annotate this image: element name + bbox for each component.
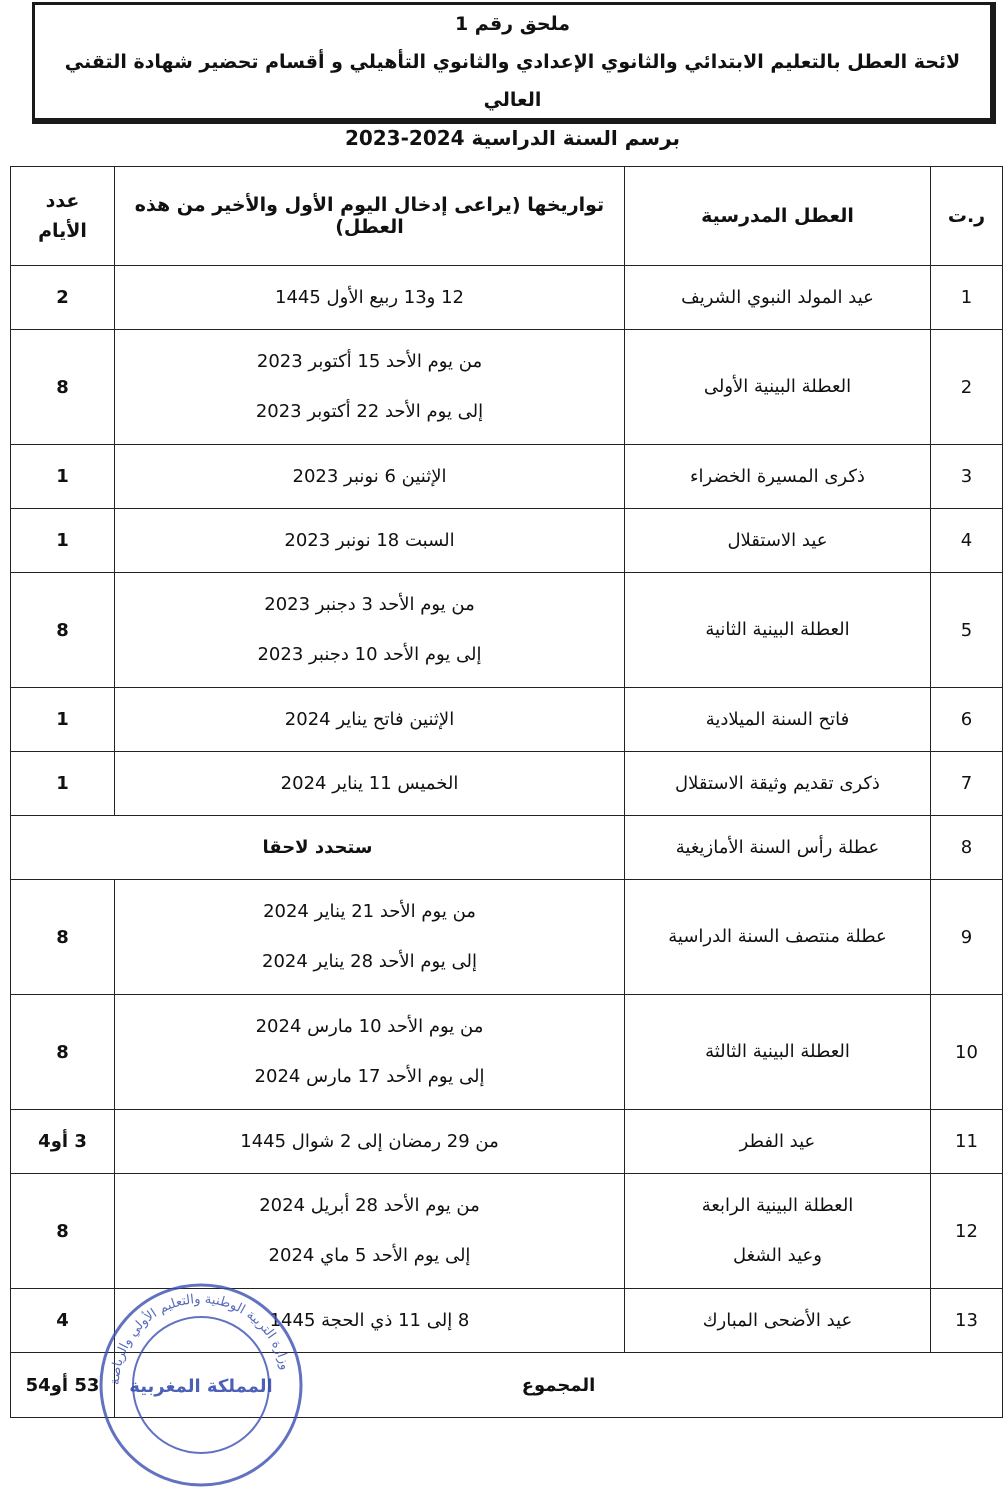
row-number: 3 xyxy=(931,445,1003,509)
date-start: من يوم الأحد 15 أكتوبر 2023 xyxy=(256,351,483,372)
days-count: 1 xyxy=(11,752,115,816)
stamp-center-text: المملكة المغربية xyxy=(129,1376,273,1397)
date-end: إلى يوم الأحد 28 يناير 2024 xyxy=(262,951,477,972)
holiday-name-line: العطلة البينية الأولى xyxy=(703,376,852,397)
days-count: 8 xyxy=(11,330,115,445)
days-count: 8 xyxy=(11,573,115,688)
date-start: الإثنين فاتح يناير 2024 xyxy=(284,708,455,730)
annex-number: ملحق رقم 1 xyxy=(454,13,571,35)
table-row xyxy=(11,995,1003,1110)
holiday-name xyxy=(625,1174,931,1289)
holiday-name xyxy=(625,509,931,573)
table-row xyxy=(11,688,1003,752)
days-count: 4 xyxy=(11,1289,115,1353)
holiday-name xyxy=(625,1289,931,1353)
holiday-name xyxy=(625,573,931,688)
header-days-line2: الأيام xyxy=(38,220,87,242)
total-value: 53 أو54 xyxy=(11,1353,115,1418)
total-row xyxy=(11,1353,1003,1418)
days-count: 8 xyxy=(11,1174,115,1289)
date-start: الخميس 11 يناير 2024 xyxy=(280,772,459,794)
holiday-dates xyxy=(115,688,625,752)
row-number: 2 xyxy=(931,330,1003,445)
holiday-name xyxy=(625,752,931,816)
row-number: 1 xyxy=(931,266,1003,330)
row-number: 5 xyxy=(931,573,1003,688)
date-start: من 29 رمضان إلى 2 شوال 1445 xyxy=(240,1130,499,1152)
days-count: 3 أو4 xyxy=(11,1110,115,1174)
table-row xyxy=(11,509,1003,573)
holiday-dates xyxy=(115,880,625,995)
table-row xyxy=(11,573,1003,688)
holiday-name xyxy=(625,880,931,995)
total-label: المجموع xyxy=(115,1353,1003,1418)
holiday-dates xyxy=(115,752,625,816)
header-days-line1: عدد xyxy=(45,190,80,212)
days-count: 8 xyxy=(11,995,115,1110)
row-number: 12 xyxy=(931,1174,1003,1289)
holiday-name-line: عيد الأضحى المبارك xyxy=(702,1309,853,1331)
table-row xyxy=(11,266,1003,330)
days-count: 1 xyxy=(11,445,115,509)
holiday-name-line: ذكرى المسيرة الخضراء xyxy=(690,465,865,487)
holiday-name xyxy=(625,816,931,880)
holiday-name xyxy=(625,330,931,445)
table-row xyxy=(11,752,1003,816)
holiday-name xyxy=(625,445,931,509)
school-year-subtitle: برسم السنة الدراسية 2024-2023 xyxy=(344,126,681,150)
days-count: 1 xyxy=(11,688,115,752)
holiday-dates xyxy=(115,1174,625,1289)
holiday-name-line: عيد الفطر xyxy=(739,1130,816,1152)
table-row xyxy=(11,1174,1003,1289)
annex-header-box xyxy=(32,2,996,150)
holiday-dates xyxy=(115,1110,625,1174)
holiday-name-line: عيد الاستقلال xyxy=(727,529,828,551)
header-num: ر.ت xyxy=(931,167,1003,266)
holiday-dates xyxy=(115,1289,625,1353)
stamp-ring-text: وزارة التربية الوطنية والتعليم الأولي والرياضة xyxy=(107,1291,293,1386)
table-row xyxy=(11,1289,1003,1353)
date-end: إلى يوم الأحد 22 أكتوبر 2023 xyxy=(255,401,484,422)
date-start: 8 إلى 11 ذي الحجة 1445 xyxy=(269,1309,470,1331)
holiday-name-line: العطلة البينية الثانية xyxy=(705,619,850,640)
row-number: 10 xyxy=(931,995,1003,1110)
date-end: إلى يوم الأحد 5 ماي 2024 xyxy=(268,1245,471,1266)
holiday-dates xyxy=(115,445,625,509)
table-row xyxy=(11,445,1003,509)
holiday-name-line: عيد المولد النبوي الشريف xyxy=(681,286,874,308)
table-header-row xyxy=(11,167,1003,266)
date-start: من يوم الأحد 10 مارس 2024 xyxy=(255,1016,484,1037)
row-number: 11 xyxy=(931,1110,1003,1174)
row-number: 13 xyxy=(931,1289,1003,1353)
holiday-dates xyxy=(115,330,625,445)
table-row xyxy=(11,816,1003,880)
holiday-name-line-2: وعيد الشغل xyxy=(733,1245,822,1266)
document-title: لائحة العطل بالتعليم الابتدائي والثانوي الإعدادي والثانوي التأهيلي و أقسام تحضير شهادة التقني العالي xyxy=(64,51,961,111)
holiday-name xyxy=(625,688,931,752)
holiday-dates xyxy=(115,509,625,573)
header-dates: تواريخها (يراعى إدخال اليوم الأول والأخير من هذه العطل) xyxy=(115,167,625,266)
days-count: 1 xyxy=(11,509,115,573)
to-be-determined: ستحدد لاحقا xyxy=(11,816,625,880)
row-number: 6 xyxy=(931,688,1003,752)
holiday-dates xyxy=(115,995,625,1110)
holiday-name xyxy=(625,995,931,1110)
holiday-name-line: عطلة منتصف السنة الدراسية xyxy=(668,926,887,947)
date-start: من يوم الأحد 3 دجنبر 2023 xyxy=(264,594,475,615)
header-holiday-name: العطل المدرسية xyxy=(625,167,931,266)
table-row xyxy=(11,1110,1003,1174)
table-row xyxy=(11,880,1003,995)
holiday-name-line: ذكرى تقديم وثيقة الاستقلال xyxy=(675,772,880,794)
holiday-dates xyxy=(115,266,625,330)
row-number: 8 xyxy=(931,816,1003,880)
date-start: 12 و13 ربيع الأول 1445 xyxy=(275,286,464,308)
holiday-name-line: عطلة رأس السنة الأمازيغية xyxy=(675,836,880,858)
date-start: الإثنين 6 نونبر 2023 xyxy=(292,465,447,487)
date-start: من يوم الأحد 28 أبريل 2024 xyxy=(259,1195,480,1216)
date-end: إلى يوم الأحد 17 مارس 2024 xyxy=(254,1066,485,1087)
holiday-name xyxy=(625,266,931,330)
days-count: 8 xyxy=(11,880,115,995)
holiday-name-line: فاتح السنة الميلادية xyxy=(705,708,850,730)
row-number: 4 xyxy=(931,509,1003,573)
holidays-table xyxy=(10,166,1003,1418)
days-count: 2 xyxy=(11,266,115,330)
row-number: 7 xyxy=(931,752,1003,816)
date-start: السبت 18 نونبر 2023 xyxy=(284,529,455,551)
date-end: إلى يوم الأحد 10 دجنبر 2023 xyxy=(257,644,482,665)
holiday-dates xyxy=(115,573,625,688)
header-days xyxy=(11,167,115,266)
holiday-name-line: العطلة البينية الثالثة xyxy=(705,1041,850,1062)
date-start: من يوم الأحد 21 يناير 2024 xyxy=(263,901,476,922)
holiday-name-line: العطلة البينية الرابعة xyxy=(701,1195,854,1216)
holiday-name xyxy=(625,1110,931,1174)
table-row xyxy=(11,330,1003,445)
row-number: 9 xyxy=(931,880,1003,995)
